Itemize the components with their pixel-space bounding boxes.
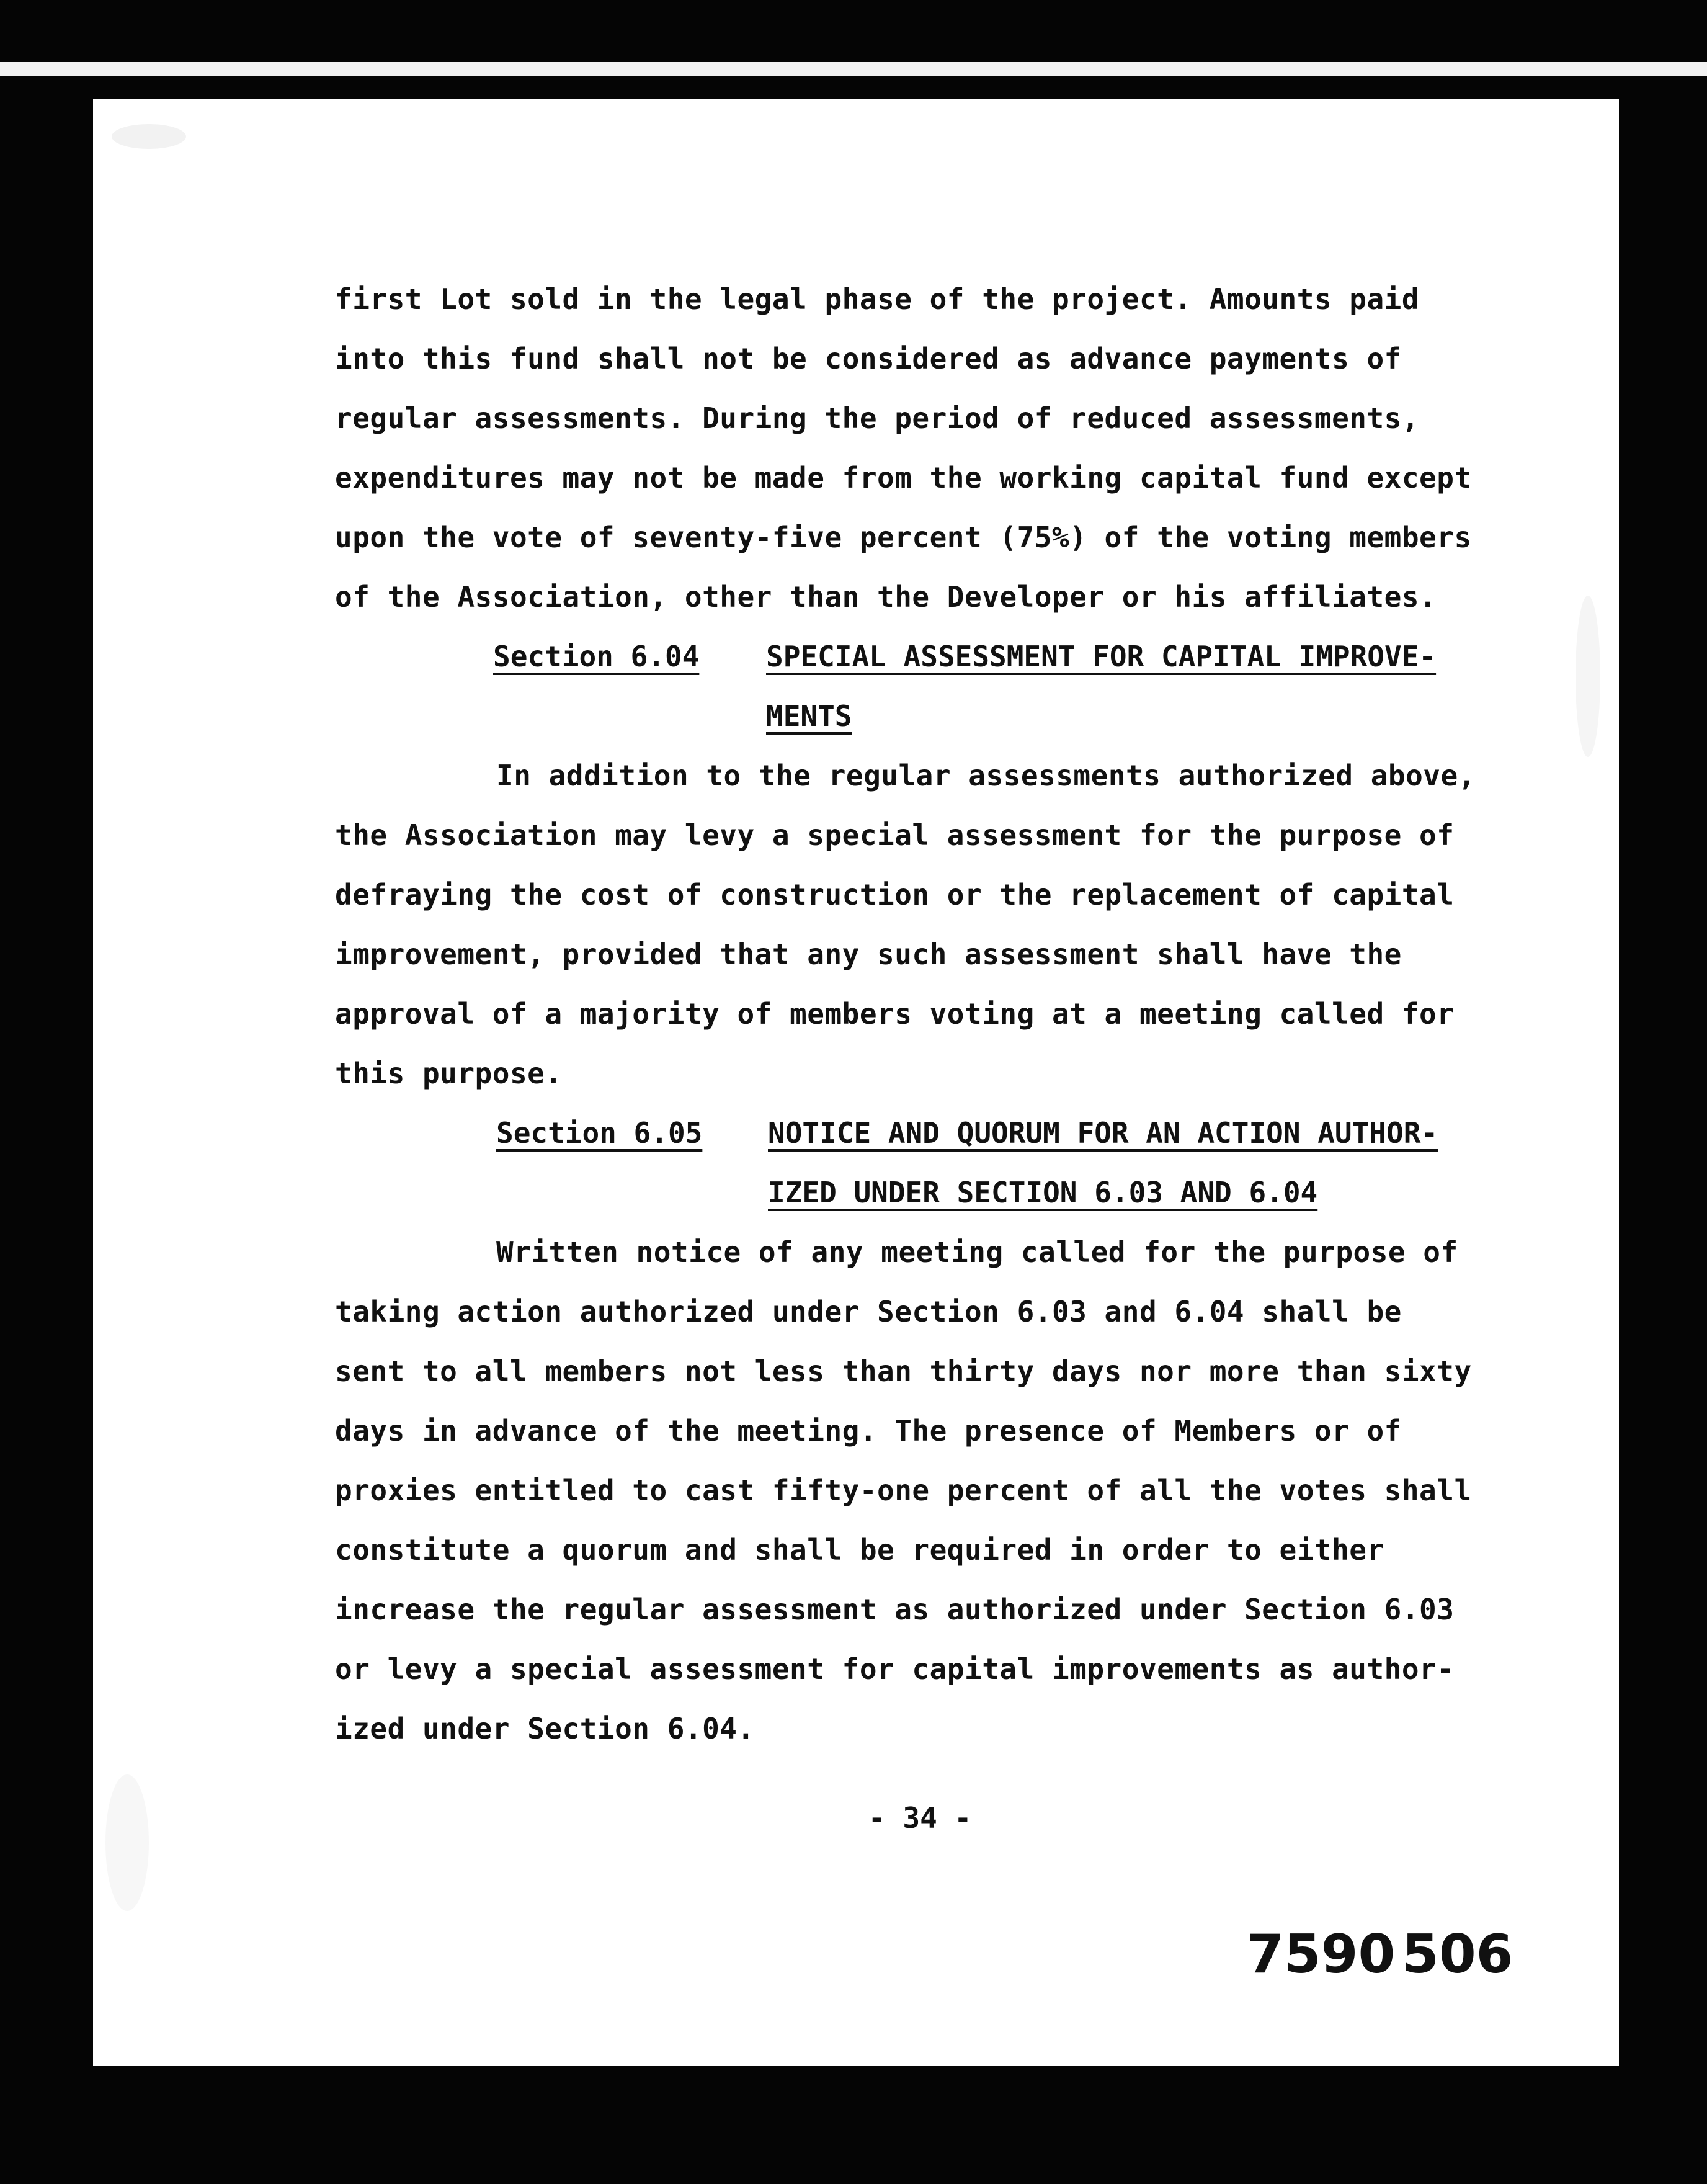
paragraph-line: defraying the cost of construction or the replacement of capital: [335, 878, 1455, 911]
paragraph-line: regular assessments. During the period of reduced assessments,: [335, 401, 1420, 435]
paragraph-line: upon the vote of seventy-five percent (75%) of the voting members: [335, 521, 1472, 554]
paragraph-line: In addition to the regular assessments authorized above,: [496, 759, 1476, 792]
paragraph-line: the Association may levy a special assessment for the purpose of: [335, 818, 1455, 852]
section-6-05-title-continued: IZED UNDER SECTION 6.03 AND 6.04: [768, 1176, 1318, 1209]
stamp-number-secondary: 506: [1402, 1923, 1513, 1985]
paragraph-line: expenditures may not be made from the working capital fund except: [335, 461, 1472, 495]
paragraph-line: of the Association, other than the Developer or his affiliates.: [335, 580, 1437, 614]
scan-noise: [105, 1774, 149, 1911]
paragraph-line: Written notice of any meeting called for the purpose of: [496, 1235, 1458, 1269]
paragraph-line: into this fund shall not be considered as advance payments of: [335, 342, 1402, 375]
paragraph-line: or levy a special assessment for capital improvements as author-: [335, 1652, 1455, 1686]
paragraph-line: sent to all members not less than thirty days nor more than sixty: [335, 1354, 1472, 1388]
paragraph-line: first Lot sold in the legal phase of the project. Amounts paid: [335, 282, 1420, 316]
section-6-05-title: NOTICE AND QUORUM FOR AN ACTION AUTHOR-: [768, 1116, 1438, 1150]
scan-noise: [1576, 596, 1600, 757]
stamp-number-primary: 7590: [1247, 1923, 1396, 1985]
section-6-04-label: Section 6.04: [493, 640, 700, 673]
paragraph-line: increase the regular assessment as authorized under Section 6.03: [335, 1593, 1455, 1626]
section-6-05-label: Section 6.05: [496, 1116, 703, 1150]
paragraph-line: this purpose.: [335, 1057, 563, 1090]
scan-top-strip: [0, 62, 1707, 76]
paragraph-line: taking action authorized under Section 6.03 and 6.04 shall be: [335, 1295, 1402, 1328]
document-page: [93, 99, 1619, 2066]
paragraph-line: days in advance of the meeting. The presence of Members or of: [335, 1414, 1402, 1448]
scan-noise: [112, 124, 186, 149]
section-6-04-title-continued: MENTS: [766, 699, 852, 733]
paragraph-line: proxies entitled to cast fifty-one percent of all the votes shall: [335, 1474, 1472, 1507]
paragraph-line: constitute a quorum and shall be required in order to either: [335, 1533, 1384, 1567]
page-number: - 34 -: [868, 1801, 972, 1835]
paragraph-line: improvement, provided that any such assessment shall have the: [335, 938, 1402, 971]
paragraph-line: ized under Section 6.04.: [335, 1712, 755, 1745]
section-6-04-title: SPECIAL ASSESSMENT FOR CAPITAL IMPROVE-: [766, 640, 1437, 673]
paragraph-line: approval of a majority of members voting at a meeting called for: [335, 997, 1455, 1031]
